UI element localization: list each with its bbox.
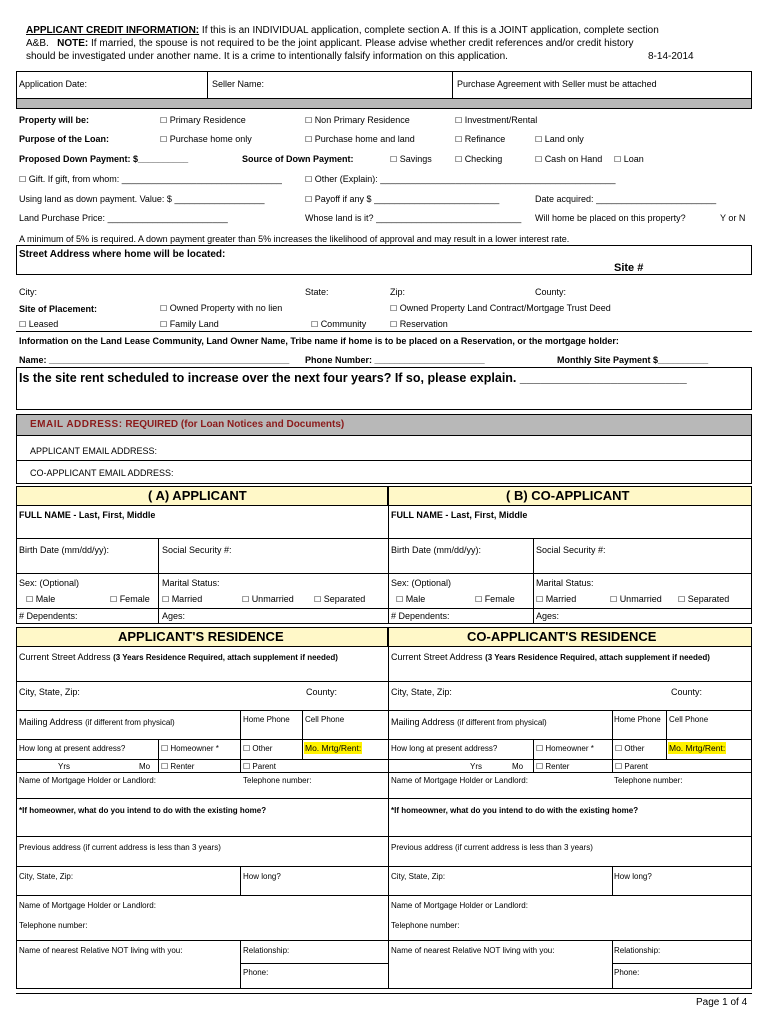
a-mo-mrtg-rent[interactable]: Mo. Mrtg/Rent: bbox=[305, 743, 362, 753]
other-explain[interactable]: ☐ Other (Explain): _______________________________________________ bbox=[305, 174, 616, 184]
a-married[interactable]: ☐ Married bbox=[162, 594, 203, 604]
b-homeowner[interactable]: ☐ Homeowner * bbox=[536, 744, 594, 753]
residence-block bbox=[16, 647, 752, 989]
state-label[interactable]: State: bbox=[305, 287, 329, 297]
minimum-note: A minimum of 5% is required. A down payment greater than 5% increases the likelihood of approval and may result in a lower interest rate. bbox=[19, 234, 570, 244]
a-residence-title: APPLICANT'S RESIDENCE bbox=[118, 629, 284, 644]
b-telephone[interactable]: Telephone number: bbox=[614, 776, 683, 785]
will-home-question: Will home be placed on this property? bbox=[535, 213, 686, 223]
zip-label[interactable]: Zip: bbox=[390, 287, 406, 297]
a-city-state-zip-2[interactable]: City, State, Zip: bbox=[19, 872, 74, 881]
a-phone[interactable]: Phone: bbox=[243, 968, 269, 977]
name-field[interactable]: Name: ________________________________________________ bbox=[19, 355, 290, 365]
placement-leased[interactable]: ☐ Leased bbox=[19, 319, 59, 329]
land-lease-info: Information on the Land Lease Community, Land Owner Name, Tribe name if home is to be placed on a Reservation, or the mortgage holder: bbox=[19, 336, 619, 346]
b-separated[interactable]: ☐ Separated bbox=[678, 594, 730, 604]
placement-owned-contract[interactable]: ☐ Owned Property Land Contract/Mortgage Trust Deed bbox=[390, 303, 611, 313]
b-if-homeowner[interactable]: *If homeowner, what do you intend to do with the existing home? bbox=[391, 806, 639, 815]
purchase-agreement-note: Purchase Agreement with Seller must be attached bbox=[457, 79, 657, 89]
b-city-state-zip[interactable]: City, State, Zip: bbox=[391, 687, 452, 697]
a-if-homeowner[interactable]: *If homeowner, what do you intend to do with the existing home? bbox=[19, 806, 267, 815]
b-dependents[interactable]: # Dependents: bbox=[391, 611, 450, 621]
county-label[interactable]: County: bbox=[535, 287, 567, 297]
date-acquired-field[interactable]: Date acquired: ________________________ bbox=[535, 194, 717, 204]
down-payment-source-label: Source of Down Payment: bbox=[242, 154, 354, 164]
whose-land-field[interactable]: Whose land is it? _____________________________ bbox=[305, 213, 522, 223]
b-phone[interactable]: Phone: bbox=[614, 968, 640, 977]
section-b-title: ( B) CO-APPLICANT bbox=[506, 488, 630, 503]
a-female[interactable]: ☐ Female bbox=[110, 594, 150, 604]
b-mo[interactable]: Mo bbox=[512, 762, 524, 771]
source-loan[interactable]: ☐ Loan bbox=[614, 154, 644, 164]
page-number: Page 1 of 4 bbox=[696, 997, 748, 1008]
b-unmarried[interactable]: ☐ Unmarried bbox=[610, 594, 662, 604]
a-separated[interactable]: ☐ Separated bbox=[314, 594, 366, 604]
b-relationship[interactable]: Relationship: bbox=[614, 946, 661, 955]
monthly-site-payment[interactable]: Monthly Site Payment $__________ bbox=[557, 355, 709, 365]
source-checking[interactable]: ☐ Checking bbox=[455, 154, 503, 164]
property-primary[interactable]: ☐ Primary Residence bbox=[160, 115, 246, 125]
email-label: EMAIL ADDRESS: REQUIRED (for Loan Notices and Documents) bbox=[30, 419, 345, 430]
b-renter[interactable]: ☐ Renter bbox=[536, 762, 570, 771]
down-payment-label[interactable]: Proposed Down Payment: $__________ bbox=[19, 154, 189, 164]
b-ages[interactable]: Ages: bbox=[536, 611, 560, 621]
b-female[interactable]: ☐ Female bbox=[475, 594, 515, 604]
b-nearest-relative[interactable]: Name of nearest Relative NOT living with you: bbox=[391, 946, 555, 955]
a-parent[interactable]: ☐ Parent bbox=[243, 762, 276, 771]
intro-line-2: A&B. NOTE: If married, the spouse is not required to be the joint applicant. Please advise whether credit references and/or credit history bbox=[26, 38, 634, 49]
section-a-title: ( A) APPLICANT bbox=[148, 488, 247, 503]
yes-no-choice[interactable]: Y or N bbox=[720, 213, 746, 223]
b-telephone-2[interactable]: Telephone number: bbox=[391, 921, 460, 930]
a-nearest-relative[interactable]: Name of nearest Relative NOT living with you: bbox=[19, 946, 183, 955]
a-ssn[interactable]: Social Security #: bbox=[162, 545, 232, 555]
source-cash[interactable]: ☐ Cash on Hand bbox=[535, 154, 603, 164]
a-mailing[interactable]: Mailing Address (if different from physical) bbox=[19, 717, 175, 727]
b-how-long[interactable]: How long? bbox=[614, 872, 652, 881]
a-how-long-present: How long at present address? bbox=[19, 744, 126, 753]
purpose-refinance[interactable]: ☐ Refinance bbox=[455, 134, 506, 144]
a-city-state-zip[interactable]: City, State, Zip: bbox=[19, 687, 80, 697]
site-placement-label: Site of Placement: bbox=[19, 304, 98, 314]
a-current-street[interactable]: Current Street Address (3 Years Residence Required, attach supplement if needed) bbox=[19, 652, 338, 662]
a-dependents[interactable]: # Dependents: bbox=[19, 611, 78, 621]
applicant-email-field[interactable]: APPLICANT EMAIL ADDRESS: bbox=[30, 446, 158, 456]
a-telephone-2[interactable]: Telephone number: bbox=[19, 921, 88, 930]
divider-bar bbox=[16, 99, 752, 108]
b-previous-address[interactable]: Previous address (if current address is less than 3 years) bbox=[391, 843, 593, 852]
b-current-street[interactable]: Current Street Address (3 Years Residence Required, attach supplement if needed) bbox=[391, 652, 710, 662]
a-male[interactable]: ☐ Male bbox=[26, 594, 56, 604]
placement-owned-no-lien[interactable]: ☐ Owned Property with no lien bbox=[160, 303, 283, 313]
a-yrs[interactable]: Yrs bbox=[58, 762, 70, 771]
application-date-label[interactable]: Application Date: bbox=[19, 79, 88, 89]
source-savings[interactable]: ☐ Savings bbox=[390, 154, 432, 164]
a-cell-phone[interactable]: Cell Phone bbox=[305, 715, 345, 724]
intro-line-3: should be investigated under another name. It is a crime to intentionally falsify information on this application. bbox=[26, 51, 508, 62]
property-investment[interactable]: ☐ Investment/Rental bbox=[455, 115, 538, 125]
purpose-home-only[interactable]: ☐ Purchase home only bbox=[160, 134, 252, 144]
payoff-field[interactable]: ☐ Payoff if any $ _________________________ bbox=[305, 194, 500, 204]
b-sex-label: Sex: (Optional) bbox=[391, 578, 452, 588]
b-mortgage-holder-2[interactable]: Name of Mortgage Holder or Landlord: bbox=[391, 901, 528, 910]
coapplicant-email-field[interactable]: CO-APPLICANT EMAIL ADDRESS: bbox=[30, 468, 174, 478]
b-ssn[interactable]: Social Security #: bbox=[536, 545, 606, 555]
a-ages[interactable]: Ages: bbox=[162, 611, 186, 621]
purpose-home-land[interactable]: ☐ Purchase home and land bbox=[305, 134, 415, 144]
b-residence-title: CO-APPLICANT'S RESIDENCE bbox=[467, 629, 657, 644]
b-mo-mrtg-rent[interactable]: Mo. Mrtg/Rent: bbox=[669, 743, 726, 753]
b-marital-label: Marital Status: bbox=[536, 578, 594, 588]
a-mo[interactable]: Mo bbox=[139, 762, 151, 771]
placement-community[interactable]: ☐ Community bbox=[311, 319, 367, 329]
b-home-phone[interactable]: Home Phone bbox=[614, 715, 661, 724]
purpose-land-only[interactable]: ☐ Land only bbox=[535, 134, 584, 144]
a-mortgage-holder-2[interactable]: Name of Mortgage Holder or Landlord: bbox=[19, 901, 156, 910]
a-previous-address[interactable]: Previous address (if current address is less than 3 years) bbox=[19, 843, 221, 852]
placement-family-land[interactable]: ☐ Family Land bbox=[160, 319, 219, 329]
b-birth-date[interactable]: Birth Date (mm/dd/yy): bbox=[391, 545, 482, 555]
land-price-field[interactable]: Land Purchase Price: ________________________ bbox=[19, 213, 228, 223]
a-sex-label: Sex: (Optional) bbox=[19, 578, 80, 588]
b-city-state-zip-2[interactable]: City, State, Zip: bbox=[391, 872, 446, 881]
land-down-payment[interactable]: Using land as down payment. Value: $ __________________ bbox=[19, 194, 265, 204]
b-yrs[interactable]: Yrs bbox=[470, 762, 482, 771]
b-male[interactable]: ☐ Male bbox=[396, 594, 426, 604]
a-county[interactable]: County: bbox=[306, 687, 338, 697]
b-mailing[interactable]: Mailing Address (if different from physical) bbox=[391, 717, 547, 727]
a-home-phone[interactable]: Home Phone bbox=[243, 715, 290, 724]
a-full-name[interactable]: FULL NAME - Last, First, Middle bbox=[19, 510, 156, 520]
a-unmarried[interactable]: ☐ Unmarried bbox=[242, 594, 294, 604]
purpose-label: Purpose of the Loan: bbox=[19, 134, 109, 144]
a-relationship[interactable]: Relationship: bbox=[243, 946, 290, 955]
a-homeowner[interactable]: ☐ Homeowner * bbox=[161, 744, 219, 753]
phone-number-field[interactable]: Phone Number: ______________________ bbox=[305, 355, 485, 365]
street-address-label[interactable]: Street Address where home will be located: bbox=[19, 249, 226, 260]
a-mortgage-holder[interactable]: Name of Mortgage Holder or Landlord: bbox=[19, 776, 156, 785]
b-parent[interactable]: ☐ Parent bbox=[615, 762, 648, 771]
seller-name-label[interactable]: Seller Name: bbox=[212, 79, 265, 89]
a-how-long[interactable]: How long? bbox=[243, 872, 281, 881]
b-cell-phone[interactable]: Cell Phone bbox=[669, 715, 709, 724]
b-other[interactable]: ☐ Other bbox=[615, 744, 645, 753]
a-telephone[interactable]: Telephone number: bbox=[243, 776, 312, 785]
gift-checkbox[interactable]: ☐ Gift. If gift, from whom: ________________________________ bbox=[19, 174, 282, 184]
a-other[interactable]: ☐ Other bbox=[243, 744, 273, 753]
b-mortgage-holder[interactable]: Name of Mortgage Holder or Landlord: bbox=[391, 776, 528, 785]
intro-date: 8-14-2014 bbox=[648, 51, 694, 62]
site-rent-question[interactable]: Is the site rent scheduled to increase over the next four years? If so, please explain. ________________________ bbox=[19, 371, 687, 385]
city-label[interactable]: City: bbox=[19, 287, 37, 297]
b-county[interactable]: County: bbox=[671, 687, 703, 697]
a-marital-label: Marital Status: bbox=[162, 578, 220, 588]
placement-reservation[interactable]: ☐ Reservation bbox=[390, 319, 448, 329]
property-non-primary[interactable]: ☐ Non Primary Residence bbox=[305, 115, 410, 125]
b-married[interactable]: ☐ Married bbox=[536, 594, 577, 604]
a-renter[interactable]: ☐ Renter bbox=[161, 762, 195, 771]
property-label: Property will be: bbox=[19, 115, 90, 125]
site-number-label[interactable]: Site # bbox=[614, 262, 644, 274]
site-rent-box bbox=[16, 367, 752, 410]
personal-block bbox=[16, 506, 752, 624]
a-birth-date[interactable]: Birth Date (mm/dd/yy): bbox=[19, 545, 110, 555]
intro-line-1: APPLICANT CREDIT INFORMATION: If this is an INDIVIDUAL application, complete section A. If this is a JOINT application, complete section bbox=[26, 25, 659, 36]
b-how-long-present: How long at present address? bbox=[391, 744, 498, 753]
b-full-name[interactable]: FULL NAME - Last, First, Middle bbox=[391, 510, 528, 520]
